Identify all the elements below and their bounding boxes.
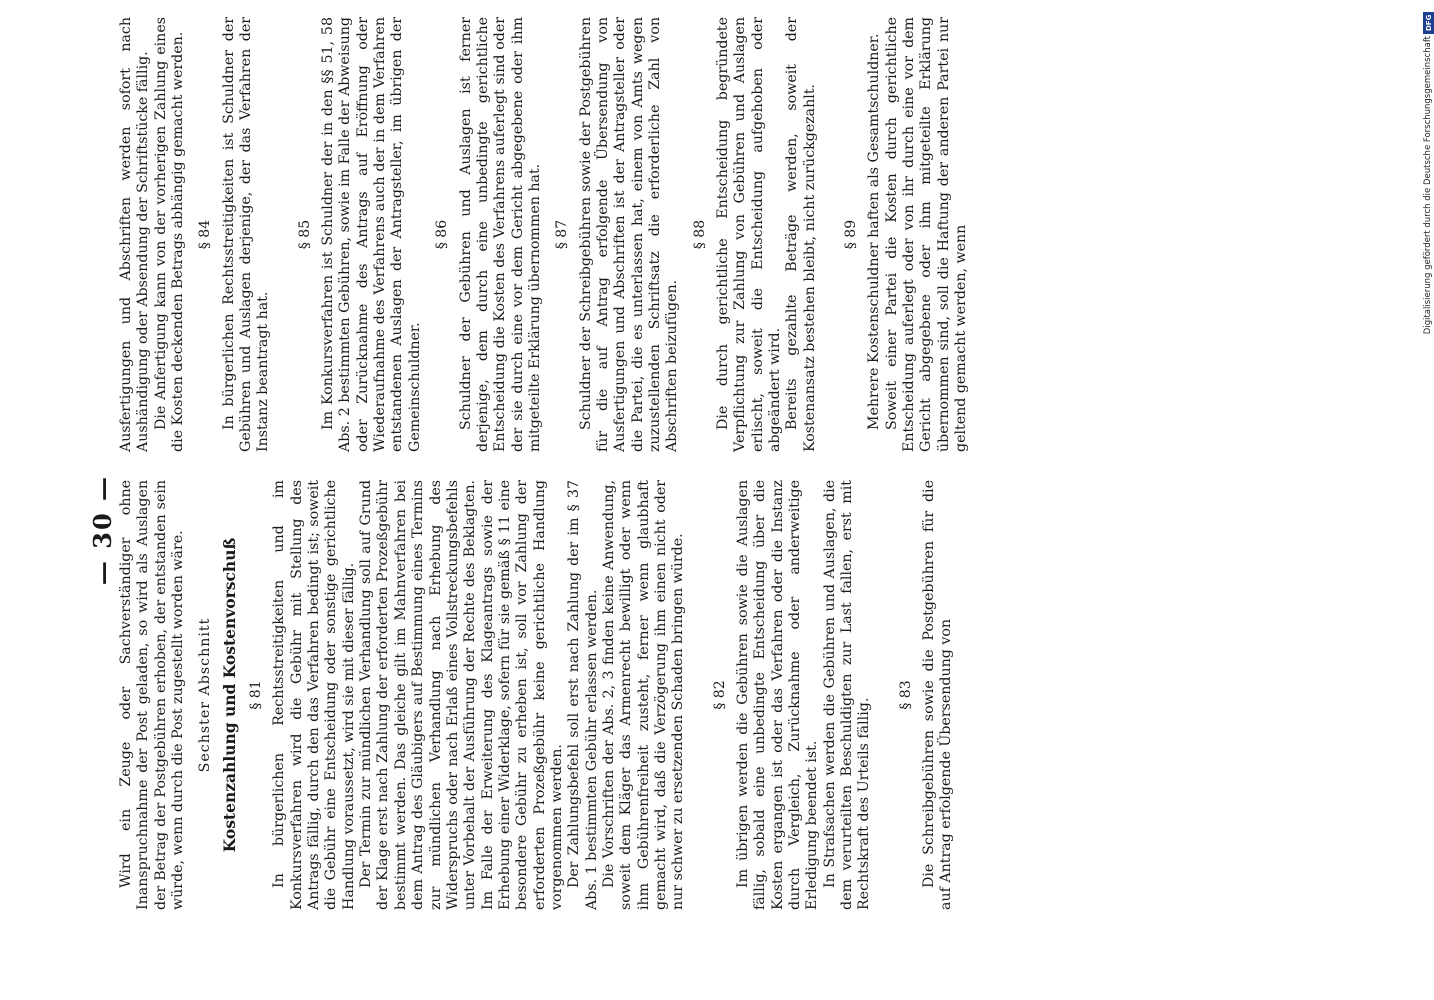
paragraph-89-1: Mehrere Kostenschuldner haften als Gesamtschuldner. [866, 33, 883, 430]
paragraph-heading-83: § 83 [897, 680, 914, 710]
dfg-sidebar [1423, 12, 1434, 997]
paragraph-87-1: Schuldner der Schreibgebühren sowie der Postgebühren für die auf Antrag erfolgende Übersendung von Ausfertigungen und Abschriften ist der Antragsteller oder die Partei, die es unterlassen hat, einem von Amts wegen zuzustellenden Schriftsatz die erforderliche Zahl von Abschriften beizufügen. [577, 17, 681, 452]
dfg-logo-icon: DFG [1423, 12, 1434, 34]
paragraph-81-1: In bürgerlichen Rechtsstreitigkeiten und im Konkursverfahren wird die Gebühr mit Stellung des Antrags fällig, durch den das Verfahren bedingt ist; soweit die Gebühr eine Entscheidung oder sonstige gerichtliche Handlung voraussetzt, wird sie mit dieser fällig. [271, 480, 357, 910]
paragraph-heading-81: § 81 [248, 680, 265, 710]
paragraph-heading-84: § 84 [197, 219, 214, 250]
right-column [118, 17, 970, 452]
paragraph-89-2: Soweit einer Partei die Kosten durch gerichtliche Entscheidung auferlegt oder von ihr durch eine vor dem Gericht abgegebene oder ihm mitgeteilte Erklärung übernommen sind, soll die Haftung der anderen Partei nur geltend gemacht werden, wenn [883, 17, 970, 452]
paragraph-heading-82: § 82 [711, 680, 728, 710]
paragraph-81-4: Die Vorschriften der Abs. 2, 3 finden keine Anwendung, soweit dem Kläger das Armenrecht bewilligt oder wenn ihm Gebührenfreiheit zusteht, ferner wenn glaubhaft gemacht wird, daß die Verzögerung ihm einen nicht oder nur schwer zu ersetzenden Schaden bringen würde. [600, 480, 687, 910]
paragraph-heading-86: § 86 [434, 219, 451, 250]
paragraph-85-1: Im Konkursverfahren ist Schuldner der in den §§ 51, 58 Abs. 2 bestimmten Gebühren, sowie im Falle der Abweisung oder Zurücknahme des Antrags auf Eröffnung oder Wiederaufnahme des Verfahrens auch der in dem Verfahren entstandenen Auslagen der Antragsteller, im übrigen der Gemeinschuldner. [320, 17, 423, 452]
page-number-header: — 30 — [88, 474, 117, 586]
paragraph-81-3: Der Zahlungsbefehl soll erst nach Zahlung der im § 37 Abs. 1 bestimmten Gebühr erlassen werden. [566, 480, 600, 910]
paragraph-heading-87: § 87 [554, 219, 571, 250]
paragraph-88-2: Bereits gezahlte Beträge werden, soweit der Kostenansatz bestehen bleibt, nicht zurückgezahlt. [784, 17, 818, 452]
paragraph-83-continued: Ausfertigungen und Abschriften werden sofort nach Aushändigung oder Absendung der Schriftstücke fällig. [118, 17, 152, 452]
paragraph-82-1: Im übrigen werden die Gebühren sowie die Auslagen fällig, sobald eine unbedingte Entscheidung über die Kosten ergangen ist oder das Verfahren oder die Instanz durch Vergleich, Zurücknahme oder anderweitige Erledigung beendet ist. [735, 480, 821, 910]
paragraph-84-1: In bürgerlichen Rechtsstreitigkeiten ist Schuldner der Gebühren und Auslagen derjenige, der das Verfahren der Instanz beantragt hat. [220, 17, 272, 452]
paragraph-82-2: In Strafsachen werden die Gebühren und Auslagen, die dem verurteilten Beschuldigten zur Last fallen, erst mit Rechtskraft des Urteils fällig. [821, 480, 873, 910]
intro-paragraph: Wird ein Zeuge oder Sachverständiger ohne Inanspruchnahme der Post geladen, so wird als Auslagen der Betrag der Postgebühren erhoben, der entstanden sein würde, wenn durch die Post zugestellt worden wäre. [118, 480, 187, 910]
paragraph-heading-88: § 88 [691, 219, 708, 250]
section-title: Sechster Abschnitt [197, 617, 214, 773]
paragraph-81-2: Der Termin zur mündlichen Verhandlung soll auf Grund der Klage erst nach Zahlung der erforderten Prozeßgebühr bestimmt werden. Das gleiche gilt im Mahnverfahren bei dem Antrag des Gläubigers auf Bestimmung eines Termins zur mündlichen Verhandlung nach Erhebung des Widerspruchs oder nach Erlaß eines Vollstreckungsbefehls unter Vorbehalt der Ausführung der Rechte des Beklagten. Im Falle der Erweiterung des Klageantrags sowie der Erhebung einer Widerklage, sofern für sie gemäß § 11 eine besondere Gebühr zu erheben ist, soll vor Zahlung der erforderten Prozeßgebühr keine gerichtliche Handlung vorgenommen werden. [358, 480, 565, 910]
paragraph-83-1: Die Schreibgebühren sowie die Postgebühren für die auf Antrag erfolgende Übersendung von [921, 480, 955, 910]
left-column [118, 480, 956, 910]
paragraph-heading-89: § 89 [843, 219, 860, 250]
section-subtitle: Kostenzahlung und Kostenvorschuß [219, 537, 239, 853]
paragraph-88-1: Die durch gerichtliche Entscheidung begründete Verpflichtung zur Zahlung von Gebühren und Auslagen erlischt, soweit die Entscheidung aufgehoben oder abgeändert wird. [714, 17, 783, 452]
dfg-credit-text: Digitalisierung gefördert durch die Deutsche Forschungsgemeinschaft [1423, 36, 1433, 335]
paragraph-83-2: Die Anfertigung kann von der vorherigen Zahlung eines die Kosten deckenden Betrags abhängig gemacht werden. [152, 17, 187, 452]
paragraph-heading-85: § 85 [296, 219, 313, 250]
paragraph-86-1: Schuldner der Gebühren und Auslagen ist ferner derjenige, dem durch eine unbedingte gerichtliche Entscheidung die Kosten des Verfahrens auferlegt sind oder der sie durch eine vor dem Gericht abgegebene oder ihm mitgeteilte Erklärung übernommen hat. [457, 17, 543, 452]
